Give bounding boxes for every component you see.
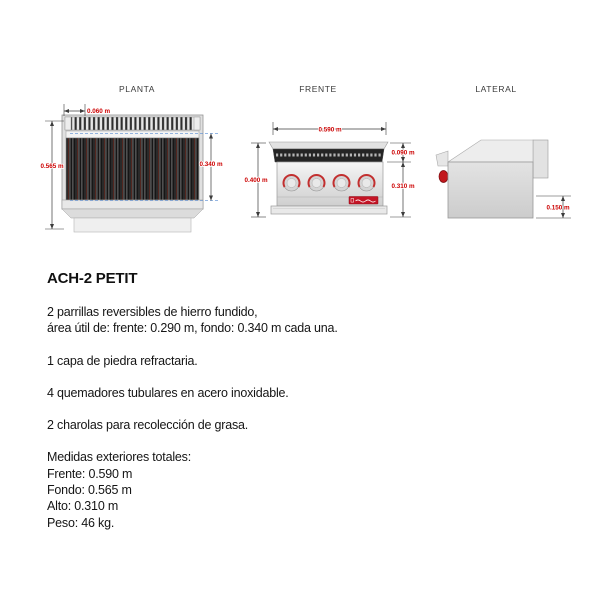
- feature-burners: [47, 385, 557, 401]
- measure-weight: Peso: 46 kg.: [47, 515, 115, 530]
- feature-stone: [47, 353, 557, 369]
- burner-knob-icon: [333, 175, 349, 191]
- planta-front-shelf: [74, 218, 191, 232]
- lateral-view-label: LATERAL: [475, 84, 517, 94]
- technical-drawings: [0, 0, 600, 250]
- burner-knob-icon: [309, 175, 325, 191]
- lateral-base-height-dimension: 0.150 m: [546, 204, 570, 212]
- product-description: [47, 270, 557, 547]
- measures-heading: Medidas exteriores totales:: [47, 450, 191, 465]
- lateral-top-face: [448, 140, 533, 162]
- frente-total-height-dimension: 0.400 m: [244, 177, 268, 184]
- lateral-body: [448, 162, 533, 218]
- measure-depth: Fondo: 0.565 m: [47, 483, 132, 498]
- frente-grate-height-dimension: 0.090 m: [391, 149, 415, 157]
- lateral-view: [436, 140, 571, 218]
- burner-knob-icon: [284, 175, 300, 191]
- planta-front-rail: [66, 131, 199, 138]
- planta-bottom-frame: [62, 200, 203, 209]
- planta-view: [40, 104, 223, 232]
- frente-view-label: FRENTE: [299, 84, 337, 94]
- frente-top-rim: [269, 142, 388, 149]
- frente-body-height-dimension: 0.310 m: [391, 183, 415, 190]
- planta-ledge-endcap-right: [194, 117, 200, 130]
- planta-grate-depth-dimension: 0.340 m: [199, 161, 223, 168]
- frente-view: [244, 122, 415, 217]
- exterior-measures: [47, 449, 557, 530]
- feature-line: 2 charolas para recolección de grasa.: [47, 418, 249, 433]
- feature-trays: [47, 417, 557, 433]
- feature-line: área útil de: frente: 0.290 m, fondo: 0.340 m cada una.: [47, 321, 338, 336]
- planta-view-label: PLANTA: [118, 84, 156, 94]
- planta-cast-iron-grate: [66, 138, 199, 200]
- burner-knob-icon: [358, 175, 374, 191]
- feature-grates: [47, 304, 557, 337]
- feature-line: 1 capa de piedra refractaria.: [47, 353, 198, 368]
- product-title: ACH-2 PETIT: [47, 270, 138, 287]
- planta-depth-dimension: 0.565 m: [40, 163, 64, 170]
- measure-front: Frente: 0.590 m: [47, 466, 133, 481]
- measure-height: Alto: 0.310 m: [47, 499, 119, 514]
- frente-width-dimension: 0.590 m: [318, 126, 342, 134]
- feature-line: 2 parrillas reversibles de hierro fundido,: [47, 305, 258, 319]
- planta-back-ledge-ribs: [65, 117, 200, 130]
- feature-line: 4 quemadores tubulares en acero inoxidable.: [47, 385, 289, 400]
- lateral-front-ledge: [436, 151, 448, 166]
- lateral-knob-icon: [439, 171, 448, 183]
- brand-logo-badge: [349, 197, 378, 205]
- planta-ledge-endcap-left: [65, 117, 71, 130]
- planta-front-bevel: [62, 209, 203, 218]
- frente-grease-tray: [271, 206, 387, 214]
- planta-offset-dimension: 0.060 m: [87, 108, 111, 115]
- lateral-back-panel: [533, 140, 548, 178]
